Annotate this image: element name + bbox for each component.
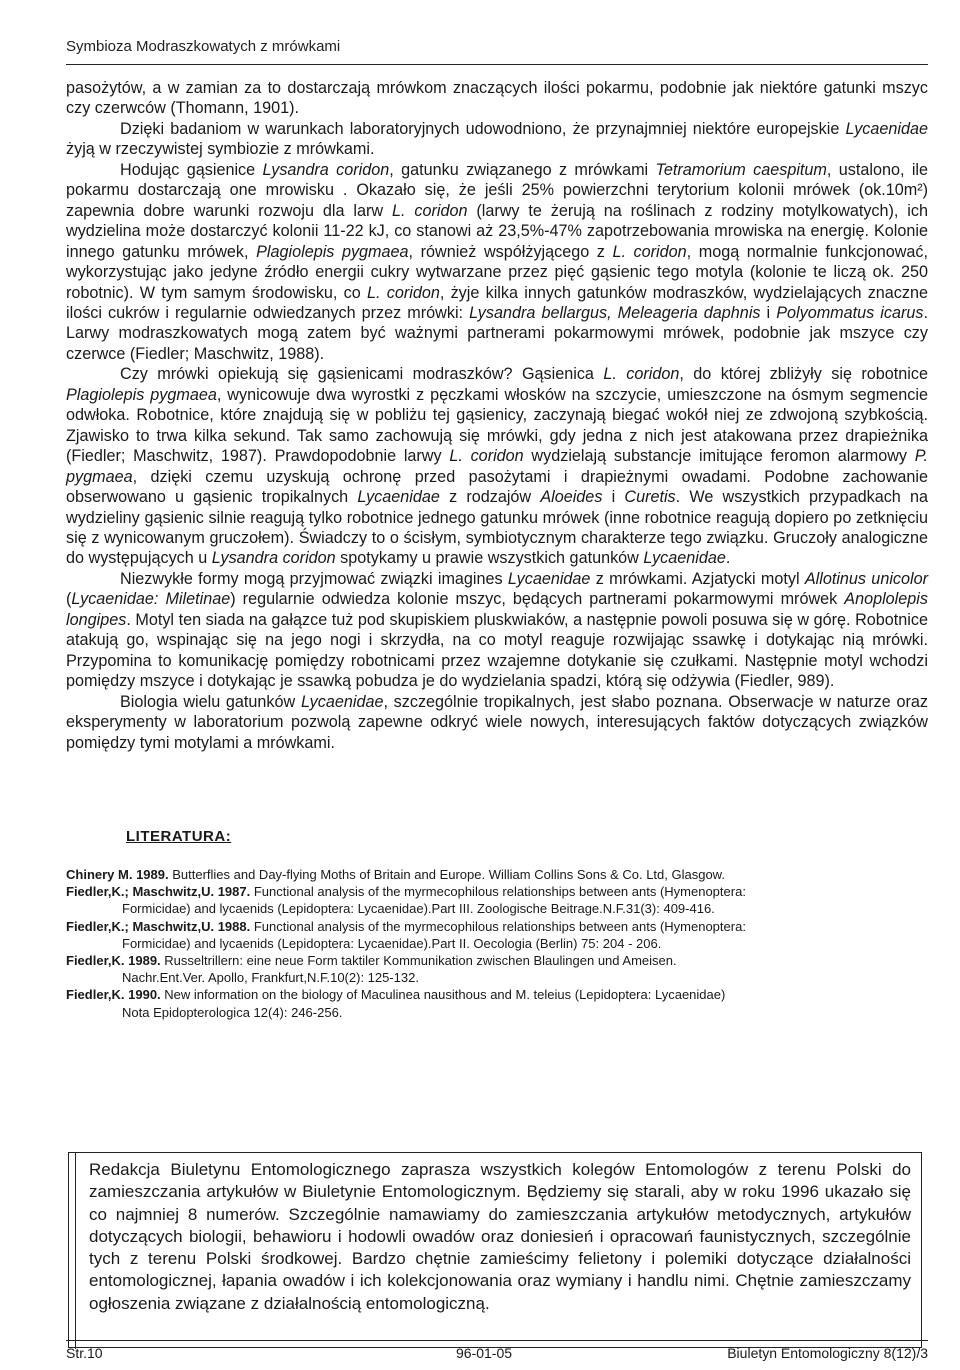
italic-taxon: Plagiolepis pygmaea (66, 385, 217, 404)
italic-taxon: Lycaenidae (300, 692, 384, 711)
italic-taxon: Lysandra coridon (211, 549, 336, 568)
running-header-title: Symbioza Modraszkowatych z mrówkami (66, 38, 341, 55)
running-header (66, 38, 928, 65)
reference-entry (66, 952, 928, 986)
italic-taxon: L. coridon (603, 365, 680, 384)
reference-continuation: Formicidae) and lycaenids (Lepidoptera: Lycaenidae).Part III. Zoologische Beitrage.N.F.31(3): 409-416. (122, 901, 715, 917)
body-paragraph: Hodując gąsienice Lysandra coridon, gatunku związanego z mrówkami Tetramorium caespitum, ustalono, ile pokarmu dostarczają one mrowisku . Okazało się, że jeśli 25% powierzchni terytorium kolonii mrówek (ok.10m²) zapewnia dobre warunki rozwoju dla larw L. coridon (larwy te żerują na roślinach z rodziny motylkowatych), ich wydzielina może dostarczyć kolonii 11-22 kJ, co stanowi aż 23,5%-47% zapotrzebowania mrowiska na energię. Kolonie innego gatunku mrówek, Plagiolepis pygmaea, również współżyjącego z L. coridon, mogą normalnie funkcjonować, wykorzystując jako jedyne źródło energii cukry wytwarzane przez pięć gąsienic tego motyla (kolonie te liczą ok. 250 robotnic). W tym samym środowisku, co L. coridon, żyje kilka innych gatunków modraszków, wydzielających znaczne ilości cukrów i regularnie odwiedzanych przez mrówki: Lysandra bellargus, Meleageria daphnis i Polyommatus icarus. Larwy modraszkowatych mogą zatem być ważnymi partnerami pokarmowymi mrówek, podobnie jak mszyce czy czerwce (Fiedler; Maschwitz, 1988). (66, 160, 929, 363)
reference-continuation: Formicidae) and lycaenids (Lepidoptera: Lycaenidae).Part II. Oecologia (Berlin) 75: 204 - 206. (122, 935, 662, 951)
reference-title: Russeltrillern: eine neue Form taktiler Kommunikation zwischen Blaulingen und Ameisen. (160, 953, 677, 969)
body-paragraph: Dzięki badaniom w warunkach laboratoryjnych udowodniono, że przynajmniej niektóre europejskie Lycaenidae żyją w rzeczywistej symbiozie z mrówkami. (66, 119, 928, 159)
footer-page-number: Str.10 (66, 1345, 103, 1361)
italic-taxon: L. coridon (367, 283, 440, 302)
reference-author: Fiedler,K.; Maschwitz,U. 1988. (66, 918, 251, 934)
reference-entry (66, 918, 928, 952)
reference-entry (66, 883, 928, 917)
editorial-notice-text: Redakcja Biuletynu Entomologicznego zaprasza wszystkich kolegów Entomologów z terenu Polski do zamieszczania artykułów w Biuletynie Entomologicznym. Będziemy się starali, aby w roku 1996 ukazało się co najmniej 8 numerów. Szczególnie namawiamy do zamieszczania artykułów metodycznych, artykułów dotyczących biologii, behawioru i hodowli owadów oraz doniesień i opracowań faunistycznych, szczególnie tych z terenu Polski środkowej. Bardzo chętnie zamieścimy felietony i polemiki dotyczące działalności entomologicznej, łapania owadów i ich kolekcjonowania oraz wymiany i handlu nimi. Chętnie zamieszczamy ogłoszenia związane z działalnością entomologiczną. (89, 1160, 911, 1313)
italic-taxon: P. pygmaea (66, 447, 928, 486)
italic-taxon: Lysandra coridon (262, 160, 390, 179)
reference-author: Chinery M. 1989. (66, 867, 169, 882)
italic-taxon: Lycaenidae (643, 549, 726, 568)
reference-continuation: Nota Epidopterologica 12(4): 246-256. (122, 1004, 343, 1020)
reference-author: Fiedler,K.; Maschwitz,U. 1987. (66, 884, 251, 900)
reference-title: Functional analysis of the myrmecophilous relationships between ants (Hymenoptera: (250, 918, 746, 934)
reference-title: New information on the biology of Maculinea nausithous and M. teleius (Lepidoptera: Lycaenidae) (160, 987, 726, 1003)
italic-taxon: Plagiolepis pygmaea (256, 242, 409, 261)
body-paragraph: Biologia wielu gatunków Lycaenidae, szczególnie tropikalnych, jest słabo poznana. Obserwacje w naturze oraz eksperymenty w laboratorium pozwolą zapewne odkryć wiele nowych, interesujących faktów dotyczących związków pomiędzy tymi motylami a mrówkami. (66, 692, 928, 752)
italic-taxon: Lycaenidae (357, 488, 440, 507)
editorial-notice-box (68, 1152, 922, 1348)
italic-taxon: Lycaenidae: Miletinae (71, 590, 231, 609)
italic-taxon: Polyommatus icarus (776, 303, 924, 322)
reference-continuation: Nachr.Ent.Ver. Apollo, Frankfurt,N.F.10(2): 125-132. (122, 970, 419, 986)
italic-taxon: Lycaenidae (845, 119, 928, 138)
italic-taxon: Aloeides (540, 488, 603, 507)
body-paragraph: Czy mrówki opiekują się gąsienicami modraszków? Gąsienica L. coridon, do której zbliżyły się robotnice Plagiolepis pygmaea, wynicowuje dwa wyrostki z pęczkami włosków na szczycie, umieszczone na ósmym segmencie odwłoka. Robotnice, które znajdują się w pobliżu tej gąsienicy, zaczynają biegać wokół niej ze zdwojoną szybkością. Zjawisko to trwa kilka sekund. Tak samo zachowują się mrówki, gdy jedna z nich jest atakowana przez drapieżnika (Fiedler; Maschwitz, 1987). Prawdopodobnie larwy L. coridon wydzielają substancje imitujące feromon alarmowy P. pygmaea, dzięki czemu uzyskują ochronę przed pasożytami i drapieżnymi owadami. Podobne zachowanie obserwowano u gąsienic tropikalnych Lycaenidae z rodzajów Aloeides i Curetis. We wszystkich przypadkach na wydzieliny gąsienic silnie reagują tylko robotnice jednego gatunku mrówek (inne robotnice reagują dopiero po zetknięciu się z wynicowanym gruczołem). Świadczy to o ścisłym, symbiotycznym charakterze tego związku. Gruczoły analogiczne do występujących u Lysandra coridon spotykamy u prawie wszystkich gatunków Lycaenidae. (66, 365, 928, 568)
italic-taxon: L. coridon (612, 242, 687, 261)
italic-taxon: L. coridon (449, 447, 524, 466)
references-list (66, 866, 928, 1021)
italic-taxon: L. coridon (391, 201, 468, 220)
italic-taxon: Allotinus unicolor (804, 569, 928, 588)
literature-heading: LITERATURA: (126, 828, 232, 845)
reference-entry (66, 866, 928, 883)
body-paragraph: Niezwykłe formy mogą przyjmować związki imagines Lycaenidae z mrówkami. Azjatycki motyl Allotinus unicolor (Lycaenidae: Miletinae) regularnie odwiedza kolonie mszyc, będących partnerami pokarmowymi mrówek Anoplolepis longipes. Motyl ten siada na gałązce tuż pod skupiskiem pluskwiaków, a następnie powoli posuwa się w górę. Robotnice atakują go, wspinając się na jego nogi i skrzydła, na co motyl reaguje rozwijając ssawkę i dotykając nią mrówki. Przypomina to komunikację pomiędzy robotnicami przez wzajemne dotykanie się czułkami. Następnie motyl wchodzi pomiędzy mszyce i dotykając je ssawką pobudza je do wydzielania spadzi, którą się odżywia (Fiedler, 989). (66, 569, 928, 691)
italic-taxon: Lysandra bellargus, Meleageria daphnis (469, 303, 761, 322)
body-paragraph: pasożytów, a w zamian za to dostarczają mrówkom znaczących ilości pokarmu, podobnie jak niektóre gatunki mszyc czy czerwców (Thomann, 1901). (66, 79, 928, 118)
italic-taxon: Lycaenidae (507, 569, 591, 588)
italic-taxon: Anoplolepis longipes (66, 590, 928, 629)
reference-title: Butterflies and Day-flying Moths of Britain and Europe. William Collins Sons & Co. Ltd, Glasgow. (168, 867, 725, 882)
reference-title: Functional analysis of the myrmecophilous relationships between ants (Hymenoptera: (250, 884, 746, 900)
footer-journal: Biuletyn Entomologiczny 8(12)/3 (727, 1345, 928, 1361)
reference-author: Fiedler,K. 1989. (66, 953, 161, 969)
italic-taxon: Curetis (624, 488, 676, 507)
reference-author: Fiedler,K. 1990. (66, 987, 161, 1003)
reference-entry (66, 986, 928, 1020)
page-footer (66, 1340, 928, 1365)
article-body (66, 78, 928, 753)
italic-taxon: Tetramorium caespitum (655, 160, 827, 179)
footer-date: 96-01-05 (456, 1345, 513, 1361)
